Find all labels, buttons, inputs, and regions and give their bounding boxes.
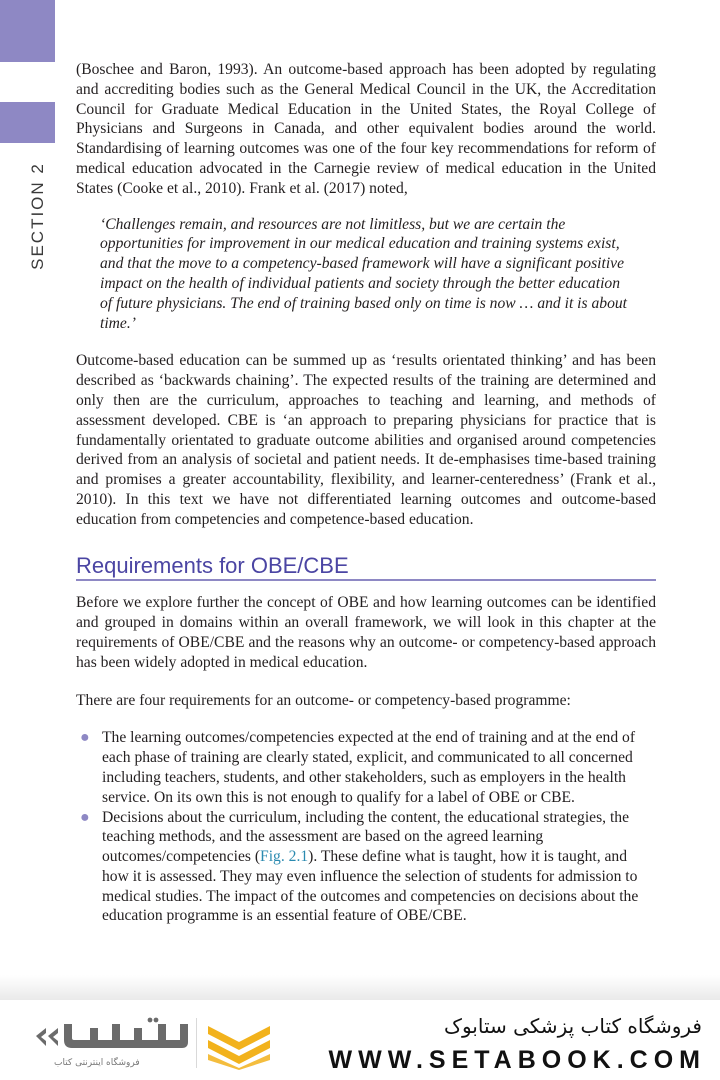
logo-subtitle: فروشگاه اینترنتی کتاب <box>54 1058 140 1068</box>
paragraph-intro: (Boschee and Baron, 1993). An outcome-based approach has been adopted by regulating and accrediting bodies such as the General Medical Council in the UK, the Accreditation Council for Graduate Medical Education in the United States, the Royal College of Physicians and Surgeons in Canada, and other equivalent bodies around the world. Standardising of learning outcomes was one of the four key recommendations for reform of medical education advocated in the Carnegie review of medical education in the United States (Cooke et al., 2010). Frank et al. (2017) noted, <box>76 61 656 197</box>
logo-divider <box>196 1018 197 1068</box>
list-item-text: Decisions about the curriculum, including the content, the educational strategies, the teaching methods, and the assessment are based on the agreed learning outcomes/competencies (Fig. 2.1). These define what is taught, how it is taught, and how it is assessed. They may even influence the selection of students for admission to medical studies. The impact of the outcomes and competencies on decisions about the education programme is an essential feature of OBE/CBE. <box>102 808 639 925</box>
page-fade <box>0 975 720 1003</box>
store-name: فروشگاه کتاب پزشکی ستابوک <box>444 1014 702 1038</box>
section-heading: Requirements for OBE/CBE <box>76 556 656 582</box>
list-item <box>76 728 656 807</box>
requirements-list <box>76 728 656 926</box>
list-item <box>76 808 656 927</box>
bullet-icon: ● <box>80 808 90 826</box>
bullet-icon: ● <box>80 729 90 747</box>
figure-reference-link[interactable]: Fig. 2.1 <box>260 848 309 866</box>
website-url[interactable]: WWW.SETABOOK.COM <box>328 1046 706 1074</box>
list-item-text: The learning outcomes/competencies expected at the end of training and at the end of each phase of training are clearly stated, explicit, and communicated to all concerned including teachers, students, and other stakeholders, such as employers in the health service. On its own this is not enough to qualify for a label of OBE or CBE. <box>102 729 636 806</box>
section-tab-marker <box>0 102 55 143</box>
paragraph-requirements-intro: Before we explore further the concept of OBE and how learning outcomes can be identified and grouped in domains within an overall framework, we will look in this chapter at the requirements of OBE/CBE and the reasons why an outcome- or competency-based approach has been widely adopted in medical education. <box>76 594 656 671</box>
section-tab-top <box>0 0 55 62</box>
section-label: SECTION 2 <box>28 162 47 270</box>
page-content <box>76 60 656 926</box>
block-quote: ‘Challenges remain, and resources are not limitless, but we are certain the opportunities for improvement in our medical education and training systems exist, and that the move to a competency-based framework will have a significant positive impact on the health of individual patients and society through the better education of future physicians. The end of training based only on time is now … and it is about time.’ <box>100 215 627 332</box>
book-stack-icon <box>204 1018 274 1070</box>
paragraph-four-requirements: There are four requirements for an outcome- or competency-based programme: <box>76 691 571 709</box>
paragraph-obe-definition: Outcome-based education can be summed up as ‘results orientated thinking’ and has been described as ‘backwards chaining’. The expected results of the training are determined and only then are the curriculum, approaches to teaching and learning, and methods of assessment developed. CBE is ‘an approach to preparing physicians for practice that is fundamentally orientated to graduate outcome abilities and organised around competencies derived from an analysis of societal and patient needs. It de-emphasises time-based training and promises a greater accountability, flexibility, and learner-centeredness’ (Frank et al., 2010). In this text we have not differentiated learning outcomes and outcome-based education from competencies and competence-based education. <box>76 352 656 528</box>
